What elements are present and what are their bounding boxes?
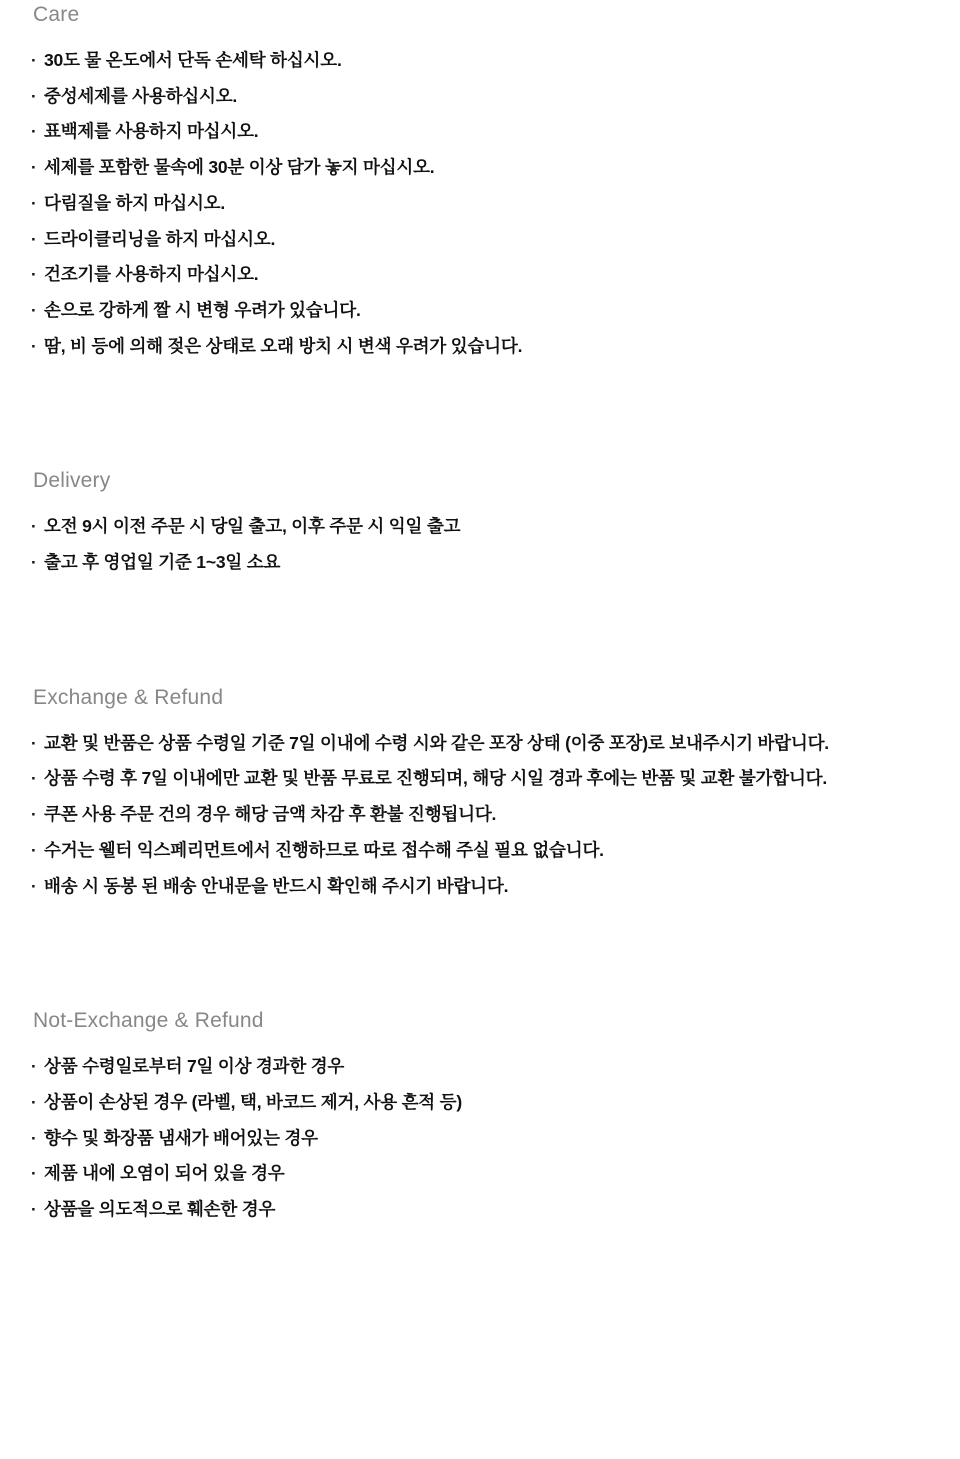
bullet-dot: · <box>31 336 37 356</box>
list-item-text: 오전 9시 이전 주문 시 당일 출고, 이후 주문 시 익일 출고 <box>44 516 461 537</box>
exchange-refund-section-title: Exchange & Refund <box>33 685 224 709</box>
list-item-text: 상품 수령 후 7일 이내에만 교환 및 반품 무료로 진행되며, 해당 시일 경과 후에는 반품 및 교환 불가합니다. <box>44 768 828 789</box>
list-item <box>33 761 940 797</box>
list-item-text: 중성세제를 사용하십시오. <box>44 85 238 106</box>
bullet-dot: · <box>31 1057 37 1077</box>
list-item <box>33 1121 940 1157</box>
care-section-title: Care <box>33 3 80 26</box>
list-item <box>33 79 940 115</box>
list-item-text: 제품 내에 오염이 되어 있을 경우 <box>44 1163 285 1184</box>
bullet-dot: · <box>31 229 37 249</box>
list-item <box>33 329 940 365</box>
list-item <box>33 869 940 905</box>
care-list <box>33 43 940 364</box>
list-item <box>33 257 940 293</box>
list-item-text: 교환 및 반품은 상품 수령일 기준 7일 이내에 수령 시와 같은 포장 상태 (이중 포장)로 보내주시기 바랍니다. <box>44 732 829 753</box>
bullet-dot: · <box>31 517 37 537</box>
list-item-text: 상품이 손상된 경우 (라벨, 택, 바코드 제거, 사용 흔적 등) <box>44 1091 463 1112</box>
bullet-dot: · <box>31 265 37 285</box>
list-item <box>33 545 940 581</box>
list-item-text: 수거는 웰터 익스페리먼트에서 진행하므로 따로 접수해 주실 필요 없습니다. <box>44 839 604 860</box>
list-item-text: 향수 및 화장품 냄새가 배어있는 경우 <box>44 1127 318 1148</box>
section-not-exchange-refund <box>33 1009 940 1228</box>
bullet-dot: · <box>31 86 37 106</box>
section-delivery <box>33 469 940 580</box>
list-item-text: 다림질을 하지 마십시오. <box>44 192 226 213</box>
bullet-dot: · <box>31 122 37 142</box>
list-item <box>33 509 940 545</box>
list-item-text: 출고 후 영업일 기준 1~3일 소요 <box>44 552 281 573</box>
bullet-dot: · <box>31 1128 37 1148</box>
list-item <box>33 1192 940 1228</box>
list-item <box>33 833 940 869</box>
bullet-dot: · <box>31 1164 37 1184</box>
bullet-dot: · <box>31 1200 37 1220</box>
list-item-text: 드라이클리닝을 하지 마십시오. <box>44 228 276 249</box>
bullet-dot: · <box>31 553 37 573</box>
list-item <box>33 1049 940 1085</box>
list-item <box>33 150 940 186</box>
not-exchange-refund-section-title: Not-Exchange & Refund <box>33 1009 264 1033</box>
list-item-text: 건조기를 사용하지 마십시오. <box>44 264 259 285</box>
list-item-text: 30도 물 온도에서 단독 손세탁 하십시오. <box>44 50 342 70</box>
bullet-dot: · <box>31 769 37 789</box>
list-item-text: 세제를 포함한 물속에 30분 이상 담가 놓지 마십시오. <box>44 157 435 178</box>
list-item-text: 배송 시 동봉 된 배송 안내문을 반드시 확인해 주시기 바랍니다. <box>44 875 509 896</box>
list-item <box>33 797 940 833</box>
section-exchange-refund <box>33 686 940 905</box>
list-item <box>33 114 940 150</box>
list-item <box>33 293 940 329</box>
list-item-text: 손으로 강하게 짤 시 변형 우려가 있습니다. <box>44 299 361 320</box>
bullet-dot: · <box>31 51 37 70</box>
bullet-dot: · <box>31 1092 37 1112</box>
list-item-text: 상품을 의도적으로 훼손한 경우 <box>44 1199 276 1220</box>
list-item <box>33 43 940 79</box>
bullet-dot: · <box>31 805 37 825</box>
bullet-dot: · <box>31 300 37 320</box>
exchange-refund-list <box>33 726 940 905</box>
bullet-dot: · <box>31 193 37 213</box>
list-item <box>33 1156 940 1192</box>
bullet-dot: · <box>31 158 37 178</box>
bullet-dot: · <box>31 840 37 860</box>
not-exchange-refund-list <box>33 1049 940 1228</box>
section-care <box>33 3 940 364</box>
delivery-section-title: Delivery <box>33 469 111 493</box>
list-item-text: 땀, 비 등에 의해 젖은 상태로 오래 방치 시 변색 우려가 있습니다. <box>44 335 523 356</box>
list-item <box>33 1085 940 1121</box>
delivery-list <box>33 509 940 580</box>
list-item <box>33 222 940 258</box>
list-item <box>33 186 940 222</box>
list-item-text: 표백제를 사용하지 마십시오. <box>44 121 259 142</box>
list-item-text: 쿠폰 사용 주문 건의 경우 해당 금액 차감 후 환불 진행됩니다. <box>44 804 497 825</box>
list-item-text: 상품 수령일로부터 7일 이상 경과한 경우 <box>44 1056 345 1077</box>
bullet-dot: · <box>31 876 37 896</box>
bullet-dot: · <box>31 733 37 753</box>
list-item <box>33 726 940 762</box>
